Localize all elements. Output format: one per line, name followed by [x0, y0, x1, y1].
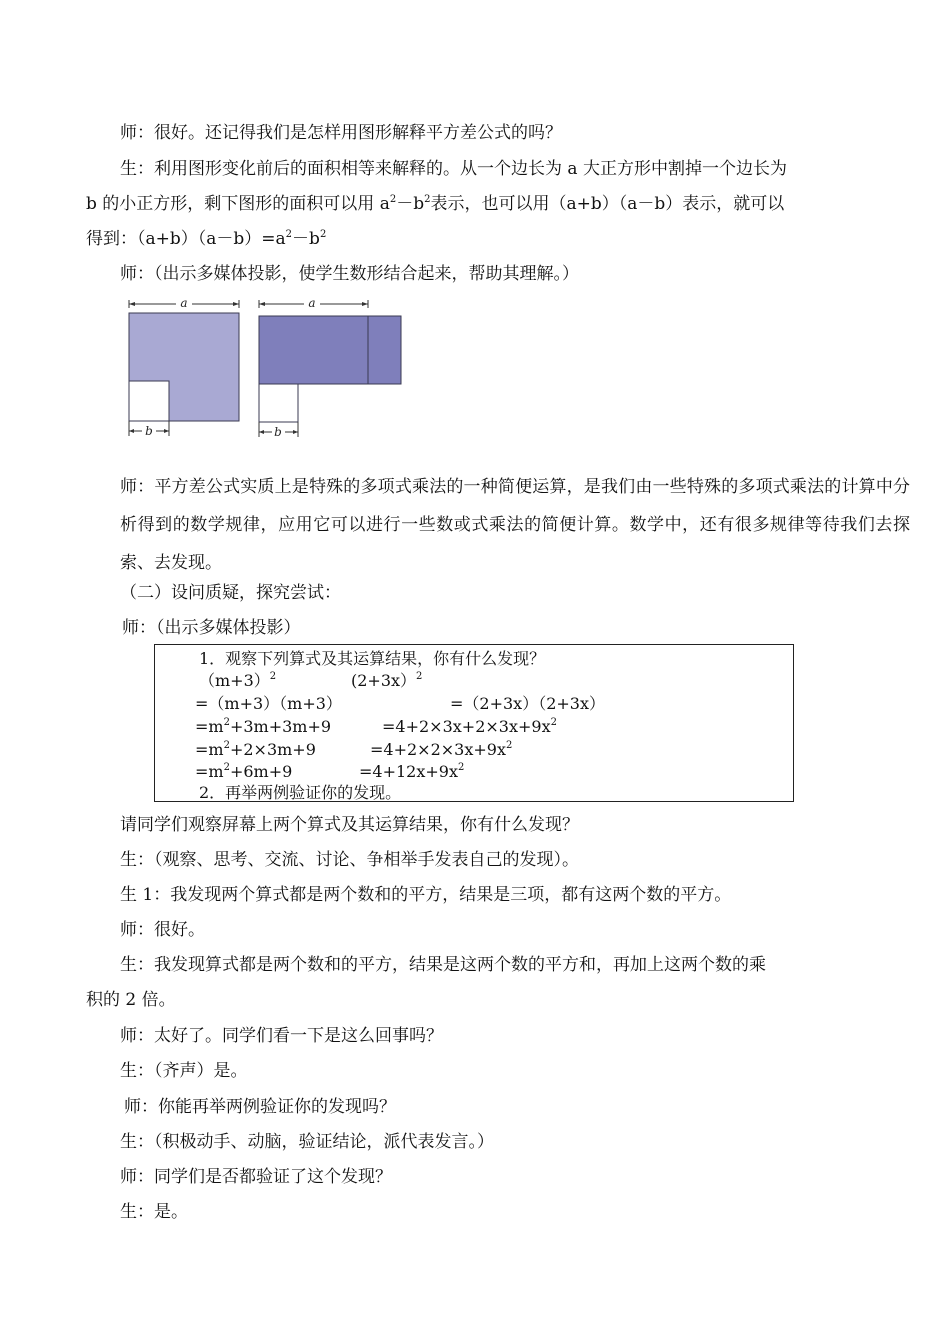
paragraph-student-5: 生：（齐声）是。 [120, 1061, 248, 1081]
formula-box [154, 644, 794, 802]
label-a-right: a [308, 296, 316, 310]
expr-left-line5: $=m^2+6m+9$ [195, 762, 293, 781]
removed-small-square [129, 381, 169, 421]
paragraph-teacher-7: 师：太好了。同学们看一下是这么回事吗？ [120, 1026, 443, 1046]
arrow-right-icon [362, 302, 368, 306]
arrow-right-icon [233, 302, 239, 306]
paragraph-student-7: 生：是。 [120, 1202, 188, 1222]
section-heading-2: （二）设问质疑，探究尝试： [120, 583, 341, 603]
box-question-2: 2．再举两例验证你的发现。 [199, 783, 402, 802]
label-a-left: a [180, 296, 188, 310]
expr-left-line4: $=m^2+2\times 3m+9$ [195, 740, 316, 759]
expr-left-line3: $=m^2+3m+3m+9$ [195, 717, 332, 736]
small-square-outline [259, 384, 298, 422]
arrow-left-icon [259, 302, 265, 306]
expr-right-line1: (2+3x）$^2$ [351, 671, 423, 690]
expr-right-line2: =（2+3x）（2+3x） [450, 694, 605, 713]
expr-right-line3: $=4+2\times 3x+2\times 3x+9x^2$ [382, 717, 557, 736]
expr-left-line2: =（m+3）（m+3） [195, 694, 342, 713]
arrow-left-icon [129, 302, 135, 306]
arrow-right-icon [293, 430, 298, 434]
rearranged-rectangle [259, 316, 401, 384]
paragraph-student-4-line2: 积的 2 倍。 [86, 990, 176, 1010]
paragraph-student-4-line1: 生：我发现算式都是两个数和的平方，结果是这两个数的平方和，再加上这两个数的乘 [120, 955, 766, 975]
label-b-left: b [145, 424, 153, 438]
paragraph-teacher-5: 请同学们观察屏幕上两个算式及其运算结果，你有什么发现？ [120, 815, 579, 835]
arrow-left-icon [259, 430, 264, 434]
paragraph-teacher-3: 师：平方差公式实质上是特殊的多项式乘法的一种简便运算，是我们由一些特殊的多项式乘法的计算中分析得到的数学规律，应用它可以进行一些数或式乘法的简便计算。数学中，还有很多规律等待我们去探索、去发现。 [120, 477, 910, 573]
paragraph-student-3: 生 1：我发现两个算式都是两个数和的平方，结果是三项，都有这两个数的平方。 [120, 885, 732, 905]
expr-right-line4: $=4+2\times 2\times 3x+9x^2$ [370, 740, 513, 759]
paragraph-teacher-6: 师：很好。 [120, 920, 205, 940]
paragraph-teacher-1: 师：很好。还记得我们是怎样用图形解释平方差公式的吗？ [120, 123, 562, 143]
label-b-right: b [274, 425, 282, 439]
paragraph-student-1-line3: 得到：$(a+b)(a-b)=a^2-b^2$ [86, 229, 327, 249]
arrow-left-icon [129, 429, 134, 433]
difference-of-squares-figure [120, 294, 410, 444]
paragraph-teacher-2: 师：（出示多媒体投影，使学生数形结合起来，帮助其理解。） [120, 264, 579, 284]
paragraph-teacher-4: 师：（出示多媒体投影） [122, 618, 301, 638]
box-question-1: 1．观察下列算式及其运算结果，你有什么发现？ [199, 649, 546, 668]
paragraph-student-1-line1: 生：利用图形变化前后的面积相等来解释的。从一个边长为 a 大正方形中割掉一个边长为 [120, 159, 787, 179]
arrow-right-icon [164, 429, 169, 433]
expr-right-line5: $=4+12x+9x^2$ [359, 762, 465, 781]
paragraph-student-6: 生：（积极动手、动脑，验证结论，派代表发言。） [120, 1132, 494, 1152]
paragraph-student-1-line2: b 的小正方形，剩下图形的面积可以用 $a^2-b^2$表示，也可以用（a+b）（a－b）表示，就可以 [86, 194, 785, 214]
paragraph-teacher-8: 师：你能再举两例验证你的发现吗？ [124, 1097, 396, 1117]
paragraph-teacher-9: 师：同学们是否都验证了这个发现？ [120, 1167, 392, 1187]
paragraph-student-2: 生：（观察、思考、交流、讨论、争相举手发表自己的发现）。 [120, 850, 579, 870]
expr-left-line1: $(m+3)^2$ [199, 671, 277, 690]
